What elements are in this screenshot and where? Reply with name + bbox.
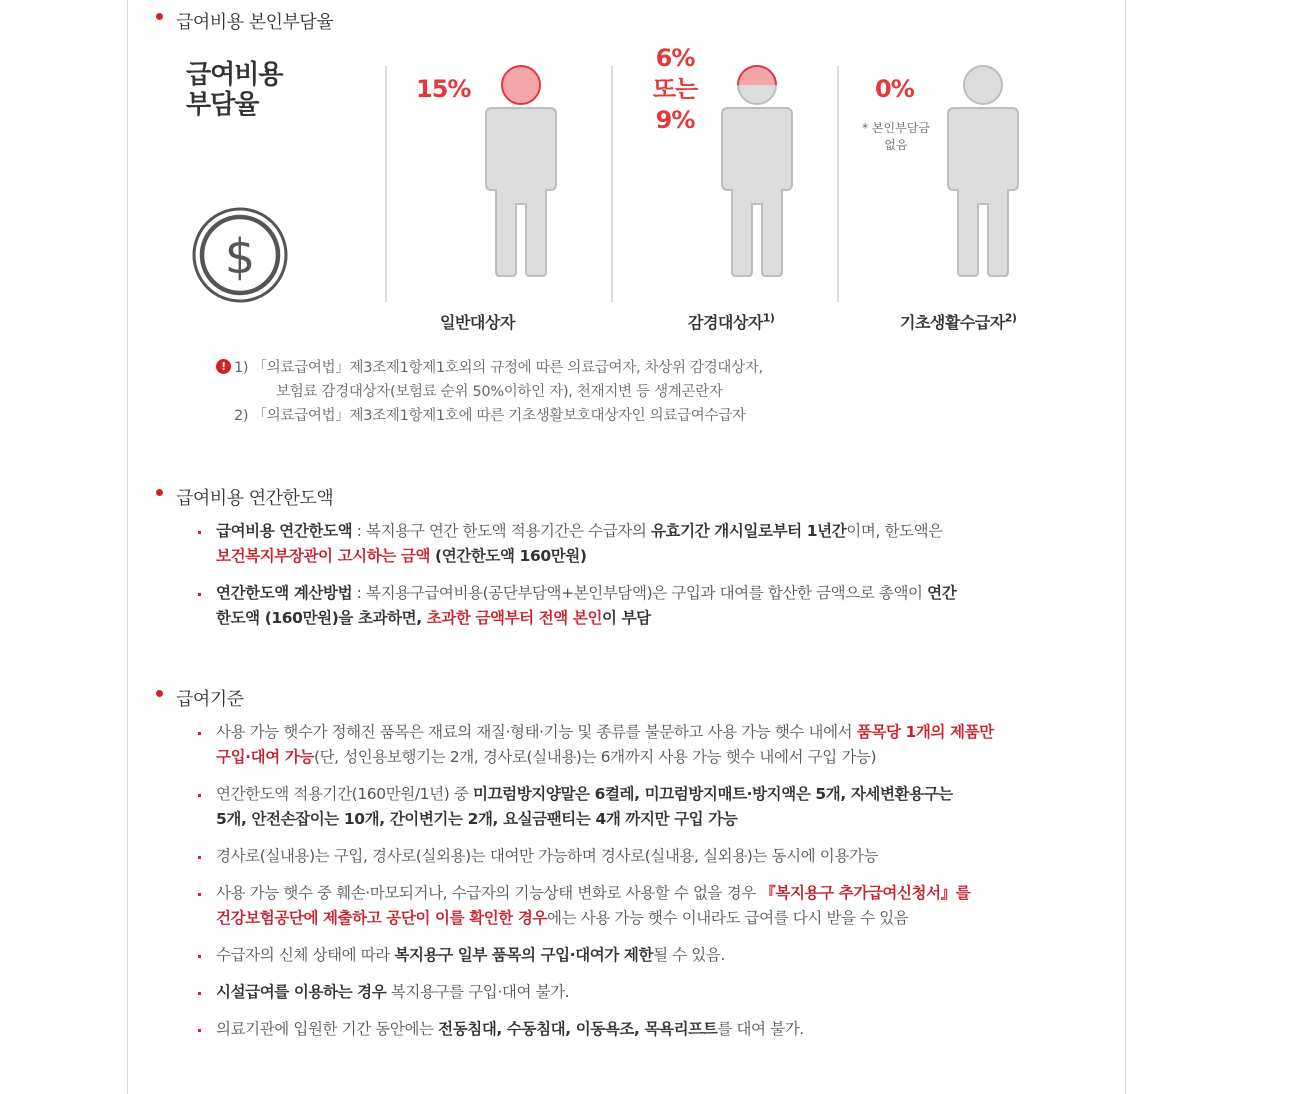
list-item: 수급자의 신체 상태에 따라 복지용구 일부 품목의 구입·대여가 제한될 수 있음.: [198, 943, 1078, 968]
content-panel: [127, 0, 1126, 1094]
section-heading-copay: 급여비용 본인부담율: [176, 8, 333, 34]
caption-basic: 기초생활수급자$^{2)}$: [900, 311, 1017, 332]
no-copay-note: * 본인부담금 없음: [862, 121, 930, 152]
divider: [837, 66, 839, 302]
footnote-1-cont: 보험료 감경대상자(보험료 순위 50%이하인 자), 천재지변 등 생계곤란자: [276, 384, 723, 400]
list-item: 사용 가능 햇수 중 훼손·마모되거나, 수급자의 기능상태 변화로 사용할 수 없을 경우 『복지용구 추가급여신청서』를 건강보험공단에 제출하고 공단이 이를 확인한 경우에는 사용 가능 햇수 이내라도 급여를 다시 받을 수 있음: [198, 881, 1078, 931]
copay-infographic: [182, 44, 1042, 345]
annual-limit-list: [198, 519, 1078, 631]
divider: [611, 66, 613, 302]
divider: [385, 66, 387, 302]
caption-general: 일반대상자: [440, 313, 515, 332]
list-item: 급여비용 연간한도액 : 복지용구 연간 한도액 적용기간은 수급자의 유효기간 개시일로부터 1년간이며, 한도액은 보건복지부장관이 고시하는 금액 (연간한도액 160만원): [198, 519, 1078, 569]
criteria-list: [198, 720, 1078, 1042]
person-figure-basic: [942, 64, 1024, 280]
person-figure-general: [480, 64, 562, 280]
svg-text:$: $: [224, 229, 256, 285]
percent-basic: 0%: [875, 75, 914, 103]
infographic-title: 급여비용 부담율: [186, 60, 283, 120]
section-heading-criteria: 급여기준: [176, 685, 244, 711]
list-item: 의료기관에 입원한 기간 동안에는 전동침대, 수동침대, 이동욕조, 목욕리프트를 대여 불가.: [198, 1017, 1078, 1042]
footnote-1: ! 1) 「의료급여법」제3조제1항제1호외의 규정에 따른 의료급여자, 차상위 감경대상자,: [234, 356, 763, 380]
bullet-dot: [156, 690, 163, 697]
bullet-dot: [156, 489, 163, 496]
list-item: 사용 가능 햇수가 정해진 품목은 재료의 재질·형태·기능 및 종류를 불문하고 사용 가능 햇수 내에서 품목당 1개의 제품만 구입·대여 가능(단, 성인용보행기는 2개, 경사로(실내용)는 6개까지 사용 가능 햇수 내에서 구입 가능): [198, 720, 1078, 770]
section-heading-annual-limit: 급여비용 연간한도액: [176, 484, 333, 510]
bullet-dot: [156, 13, 163, 20]
list-item: 시설급여를 이용하는 경우 복지용구를 구입·대여 불가.: [198, 980, 1078, 1005]
percent-reduced: 6% 또는 9%: [652, 44, 698, 134]
list-item: 경사로(실내용)는 구입, 경사로(실외용)는 대여만 가능하며 경사로(실내용, 실외용)는 동시에 이용가능: [198, 844, 1078, 869]
list-item: 연간한도액 계산방법 : 복지용구급여비용(공단부담액+본인부담액)은 구입과 대여를 합산한 금액으로 총액이 연간 한도액 (160만원)을 초과하면, 초과한 금액부터 전액 본인이 부담: [198, 581, 1078, 631]
person-figure-reduced: [716, 64, 798, 280]
caption-reduced: 감경대상자$^{1)}$: [688, 311, 775, 332]
footnote-2: 2) 「의료급여법」제3조제1항제1호에 따른 기초생활보호대상자인 의료급여수급자: [234, 408, 746, 424]
list-item: 연간한도액 적용기간(160만원/1년) 중 미끄럼방지양말은 6켤레, 미끄럼방지매트·방지액은 5개, 자세변환용구는 5개, 안전손잡이는 10개, 간이변기는 2개, 요실금팬티는 4개 까지만 구입 가능: [198, 782, 1078, 832]
alert-icon: !: [216, 359, 231, 374]
percent-general: 15%: [416, 75, 471, 103]
footnotes: [221, 356, 763, 428]
dollar-coin-icon: [190, 205, 290, 305]
